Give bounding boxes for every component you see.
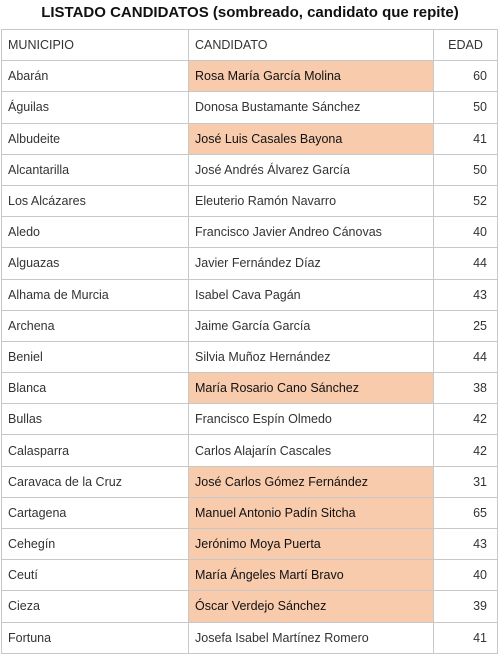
age-cell: 43 [434, 529, 498, 560]
municipio-cell: Blanca [2, 373, 189, 404]
candidate-cell: Javier Fernández Díaz [189, 248, 434, 279]
municipio-cell: Alguazas [2, 248, 189, 279]
candidate-cell: Jerónimo Moya Puerta [189, 529, 434, 560]
municipio-cell: Caravaca de la Cruz [2, 466, 189, 497]
column-header-municipio: MUNICIPIO [2, 30, 189, 61]
table-row [2, 560, 498, 591]
age-cell: 65 [434, 497, 498, 528]
table-row [2, 591, 498, 622]
table-row [2, 92, 498, 123]
municipio-cell: Cartagena [2, 497, 189, 528]
table-row [2, 154, 498, 185]
municipio-cell: Alcantarilla [2, 154, 189, 185]
candidate-cell: José Andrés Álvarez García [189, 154, 434, 185]
age-cell: 44 [434, 341, 498, 372]
municipio-cell: Cieza [2, 591, 189, 622]
table-row [2, 279, 498, 310]
candidate-cell: Donosa Bustamante Sánchez [189, 92, 434, 123]
municipio-cell: Águilas [2, 92, 189, 123]
municipio-cell: Alhama de Murcia [2, 279, 189, 310]
municipio-cell: Abarán [2, 61, 189, 92]
table-row [2, 497, 498, 528]
age-cell: 39 [434, 591, 498, 622]
candidate-cell: Silvia Muñoz Hernández [189, 341, 434, 372]
age-cell: 40 [434, 217, 498, 248]
page-title: LISTADO CANDIDATOS (sombreado, candidato que repite) [41, 4, 459, 21]
age-cell: 42 [434, 435, 498, 466]
municipio-cell: Albudeite [2, 123, 189, 154]
table-row [2, 123, 498, 154]
candidate-cell: Óscar Verdejo Sánchez [189, 591, 434, 622]
candidate-cell: Manuel Antonio Padín Sitcha [189, 497, 434, 528]
table-row [2, 404, 498, 435]
table-row [2, 466, 498, 497]
table-row [2, 341, 498, 372]
table-row [2, 373, 498, 404]
age-cell: 60 [434, 61, 498, 92]
municipio-cell: Calasparra [2, 435, 189, 466]
municipio-cell: Cehegín [2, 529, 189, 560]
municipio-cell: Aledo [2, 217, 189, 248]
table-row [2, 529, 498, 560]
candidate-cell: Rosa María García Molina [189, 61, 434, 92]
candidate-cell: Carlos Alajarín Cascales [189, 435, 434, 466]
age-cell: 38 [434, 373, 498, 404]
age-cell: 31 [434, 466, 498, 497]
candidate-cell: Jaime García García [189, 310, 434, 341]
candidate-cell: María Ángeles Martí Bravo [189, 560, 434, 591]
age-cell: 40 [434, 560, 498, 591]
municipio-cell: Los Alcázares [2, 185, 189, 216]
candidate-cell: Isabel Cava Pagán [189, 279, 434, 310]
municipio-cell: Ceutí [2, 560, 189, 591]
candidate-cell: Eleuterio Ramón Navarro [189, 185, 434, 216]
table-row [2, 435, 498, 466]
table-row [2, 248, 498, 279]
candidate-cell: José Luis Casales Bayona [189, 123, 434, 154]
age-cell: 43 [434, 279, 498, 310]
candidate-cell: José Carlos Gómez Fernández [189, 466, 434, 497]
column-header-candidato: CANDIDATO [189, 30, 434, 61]
table-row [2, 622, 498, 653]
age-cell: 25 [434, 310, 498, 341]
table-row [2, 310, 498, 341]
age-cell: 50 [434, 154, 498, 185]
table-header-row [2, 30, 498, 61]
candidate-cell: María Rosario Cano Sánchez [189, 373, 434, 404]
age-cell: 41 [434, 123, 498, 154]
age-cell: 44 [434, 248, 498, 279]
column-header-edad: EDAD [434, 30, 498, 61]
candidate-cell: Francisco Javier Andreo Cánovas [189, 217, 434, 248]
candidates-table [1, 29, 498, 654]
table-row [2, 185, 498, 216]
table-row [2, 217, 498, 248]
candidate-cell: Francisco Espín Olmedo [189, 404, 434, 435]
age-cell: 52 [434, 185, 498, 216]
age-cell: 42 [434, 404, 498, 435]
table-row [2, 61, 498, 92]
municipio-cell: Fortuna [2, 622, 189, 653]
municipio-cell: Beniel [2, 341, 189, 372]
table-body [2, 61, 498, 654]
age-cell: 41 [434, 622, 498, 653]
age-cell: 50 [434, 92, 498, 123]
municipio-cell: Bullas [2, 404, 189, 435]
municipio-cell: Archena [2, 310, 189, 341]
candidate-cell: Josefa Isabel Martínez Romero [189, 622, 434, 653]
